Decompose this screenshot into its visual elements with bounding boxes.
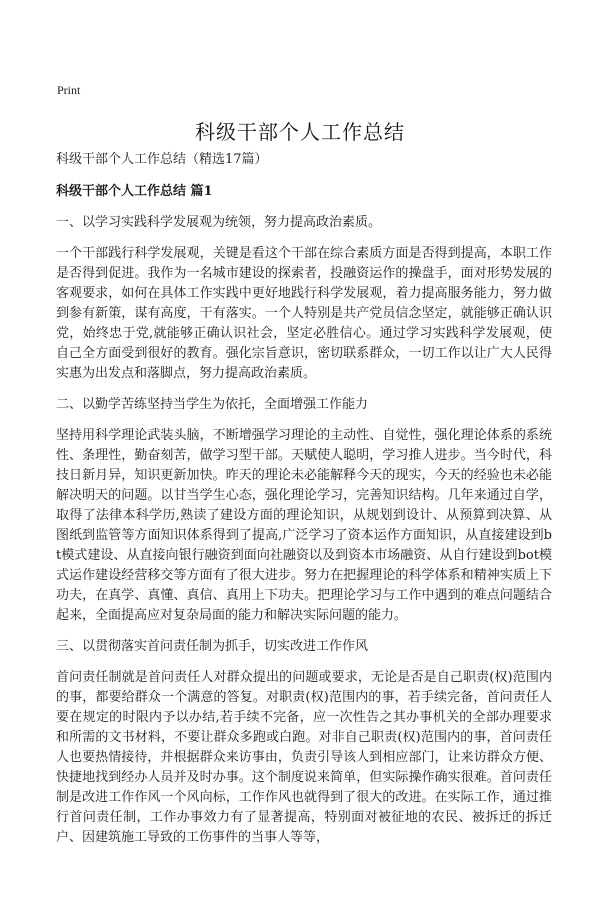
section-heading: 科级干部个人工作总结 篇1 — [56, 184, 213, 199]
body-paragraph: 一个干部践行科学发展观，关键是看这个干部在综合素质方面是否得到提高，本职工作是否得到促进。我作为一名城市建设的探索者，投融资运作的操盘手，面对形势发展的客观要求，如何在具体工作实践中更好地践行科学发展观，着力提高服务能力，努力做到参有新策，谋有高度，干有落实。一个人特别是共产党员信念坚定，就能够正确认识党，始终忠于党,就能够正确认识社会，坚定必胜信心。通过学习实践科学发展观，使自己全方面受到很好的教育。强化宗旨意识，密切联系群众，一切工作以让广大人民得实惠为出发点和落脚点，努力提高政治素质。 — [56, 246, 552, 381]
document-title: 科级干部个人工作总结 — [195, 120, 405, 144]
body-paragraph: 首问责任制就是首问责任人对群众提出的问题或要求，无论是否是自己职责(权)范围内的事，都要给群众一个满意的答复。对职责(权)范围内的事，若手续完备，首问责任人要在规定的时限内予以办结,若手续不完备，应一次性告之其办事机关的全部办理要求和所需的文书材料，不要让群众多跑或白跑。对非自己职责(权)范围内的事，首问责任人也要热情接待，并根据群众来访事由，负责引导该人到相应部门，让来访群众方便、快捷地找到经办人员并及时办事。这个制度说来简单，但实际操作确实很难。首问责任制是改进工作作风一个风向标，工作作风也就得到了很大的改进。在实际工作，通过推行首问责任制，工作办事效力有了显著提高，特别面对被征地的农民、被拆迁的拆迁户、因建筑施工导致的工伤事件的当事人等等， — [56, 670, 552, 845]
print-link[interactable]: Print — [57, 83, 81, 97]
body-paragraph: 坚持用科学理论武装头脑，不断增强学习理论的主动性、自觉性，强化理论体系的系统性、条理性，勤奋刻苦，做学习型干部。天赋使人聪明，学习推人进步。当今时代，科技日新月异，知识更新加快。昨天的理论未必能解释今天的现实，今天的经验也未必能解决明天的问题。以甘当学生心态，强化理论学习，完善知识结构。几年来通过自学，取得了法律本科学历,熟读了建设方面的理论知识，从规划到设计、从预算到决算、从图纸到监管等方面知识体系得到了提高,广泛学习了资本运作方面知识，从直接建设到bt模式建设、从直接向银行融资到面向社融资以及到资本市场融资、从自行建设到bot模式运作建设经营移交等方面有了很大进步。努力在把握理论的科学体系和精神实质上下功夫，在真学、真懂、真信、真用上下功夫。把理论学习与工作中遇到的难点问题结合起来，全面提高应对复杂局面的能力和解决实际问题的能力。 — [56, 428, 552, 623]
point-heading: 二、以勤学苦练坚持当学生为依托，全面增强工作能力 — [56, 397, 369, 412]
document-body — [56, 150, 552, 859]
point-heading: 一、以学习实践科学发展观为统领，努力提高政治素质。 — [56, 215, 382, 230]
document-subtitle: 科级干部个人工作总结（精选17篇） — [56, 152, 268, 167]
point-heading: 三、以贯彻落实首问责任制为抓手，切实改进工作作风 — [56, 639, 369, 654]
